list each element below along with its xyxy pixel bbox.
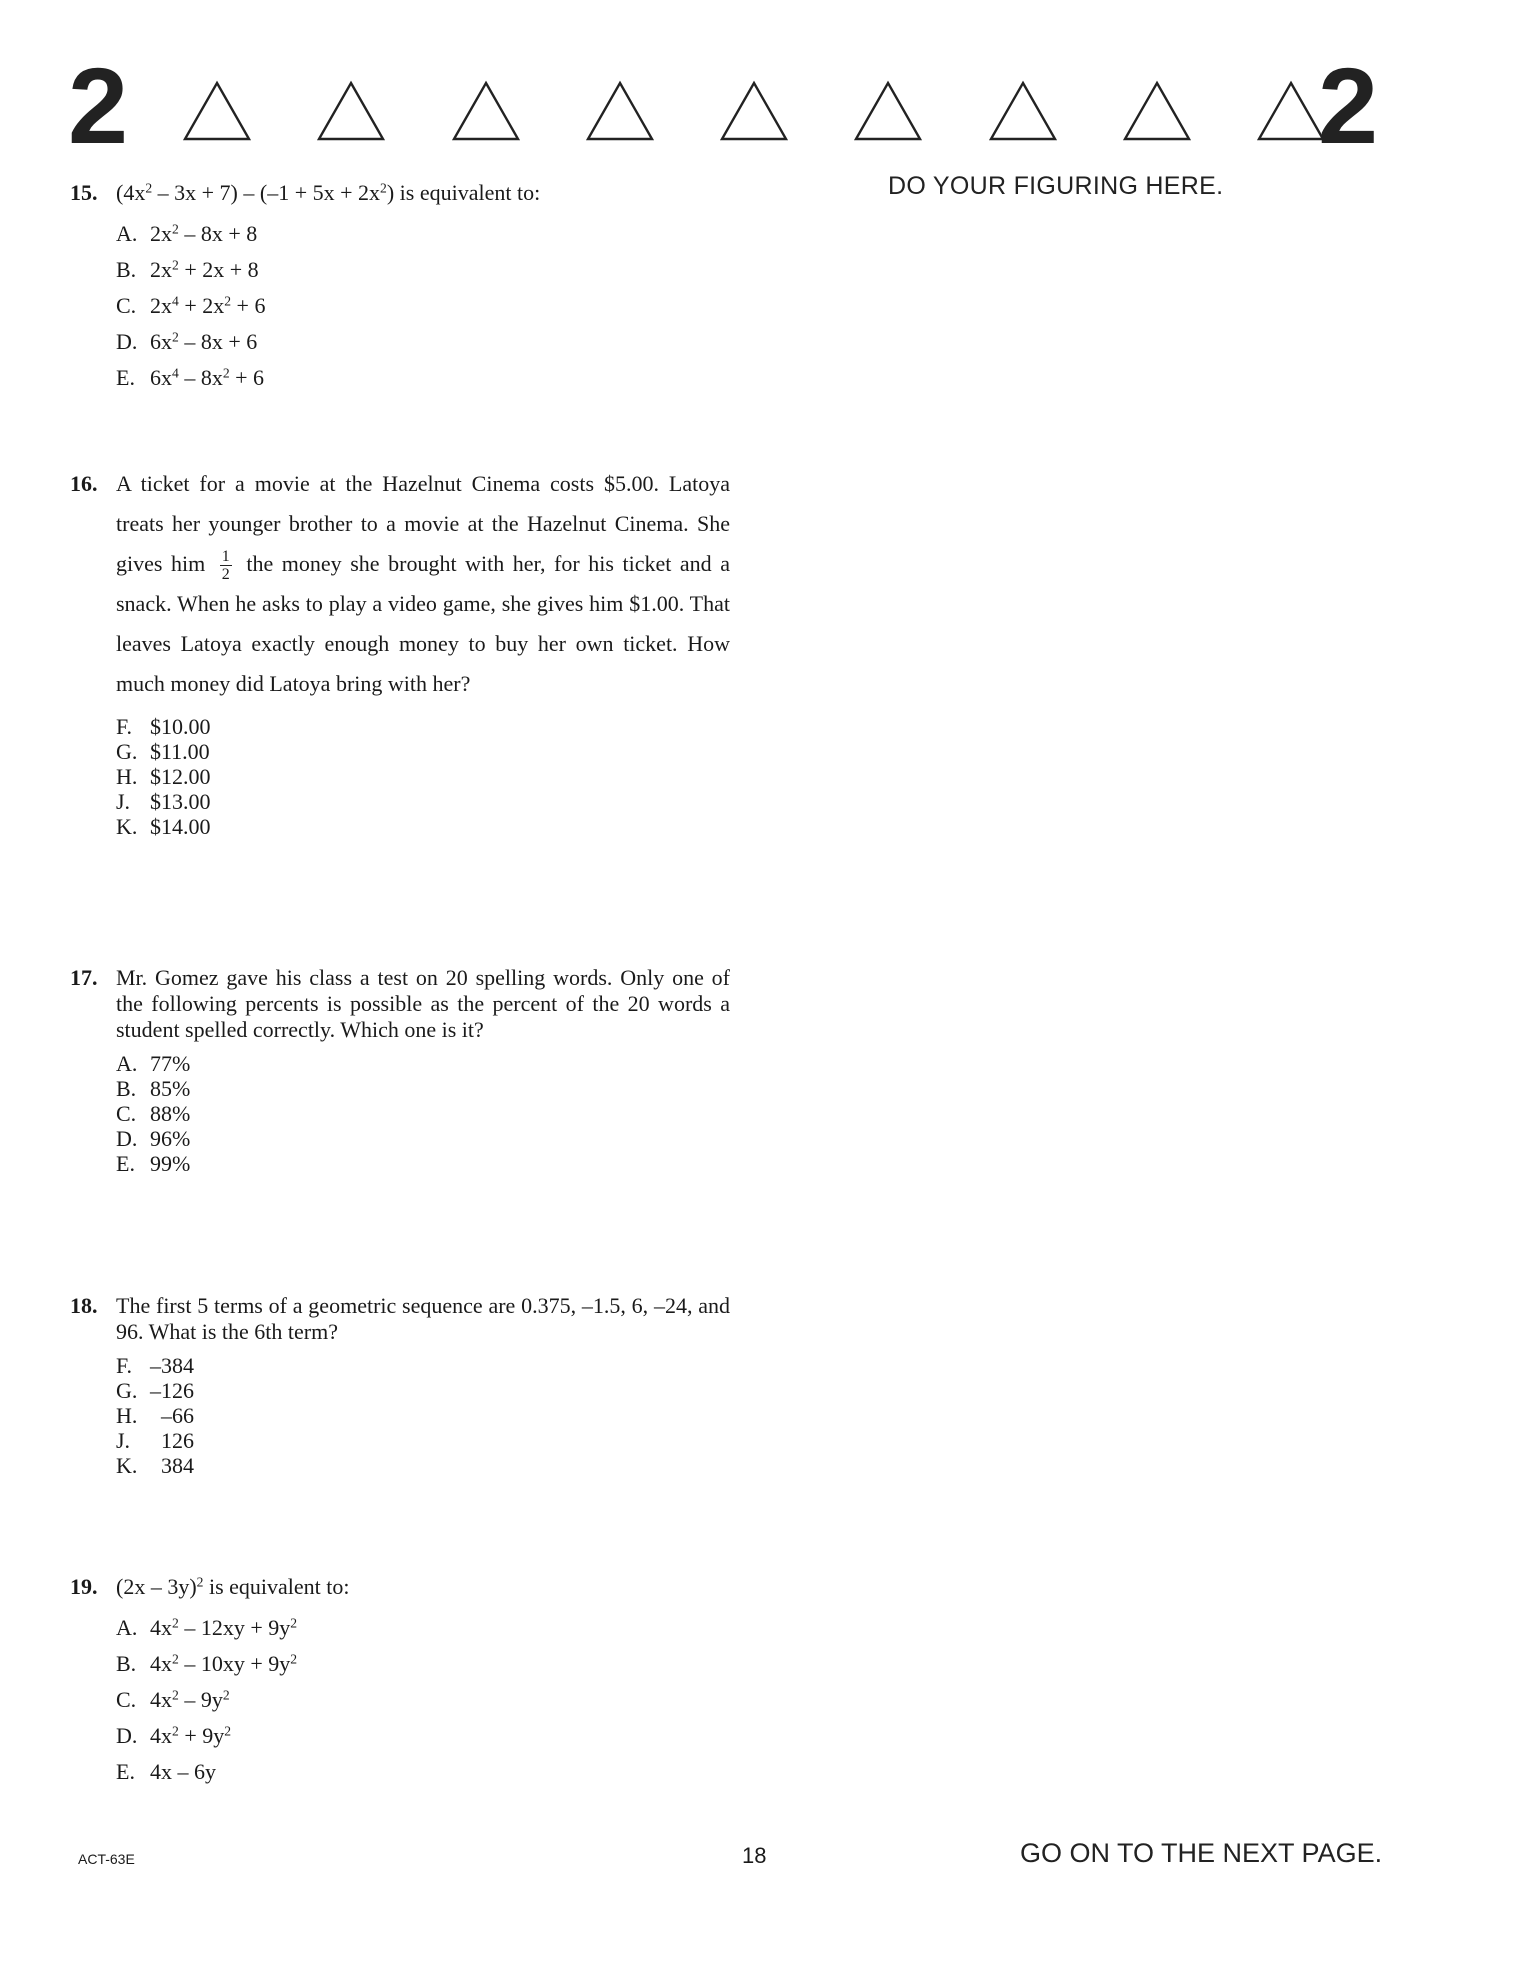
section-number-left: 2 xyxy=(68,45,129,166)
answer-options xyxy=(116,1051,730,1176)
page-number: 18 xyxy=(742,1843,767,1868)
answer-options xyxy=(116,216,730,396)
answer-option-b[interactable]: B. $2x^2 + 2x + 8$ xyxy=(116,257,259,282)
answer-option-h[interactable]: H. $12.00 xyxy=(116,764,211,789)
answer-option-a[interactable]: A. 77% xyxy=(116,1051,191,1076)
question-stem: (2x – 3y)$^2$ is equivalent to: xyxy=(116,1574,350,1599)
answer-option-k[interactable]: K. $14.00 xyxy=(116,814,211,839)
form-code: ACT-63E xyxy=(78,1851,135,1867)
question-17 xyxy=(70,965,730,1176)
answer-option-e[interactable]: E. 4x – 6y xyxy=(116,1759,216,1784)
triangle-icon xyxy=(585,80,655,142)
question-number: 17. xyxy=(70,965,98,990)
answer-option-h[interactable]: H. –66 xyxy=(116,1403,194,1428)
answer-option-g[interactable]: G. –126 xyxy=(116,1378,194,1403)
triangle-icon xyxy=(316,80,386,142)
triangle-icon xyxy=(853,80,923,142)
answer-option-a[interactable]: A. $4x^2 - 12xy + 9y^2$ xyxy=(116,1615,298,1640)
question-number: 15. xyxy=(70,180,98,205)
answer-option-c[interactable]: C. $4x^2 - 9y^2$ xyxy=(116,1687,230,1712)
question-15 xyxy=(70,180,730,396)
answer-option-b[interactable]: B. 85% xyxy=(116,1076,191,1101)
answer-option-d[interactable]: D. 96% xyxy=(116,1126,191,1151)
triangle-icon xyxy=(719,80,789,142)
section-number-right: 2 xyxy=(1318,45,1379,166)
answer-option-j[interactable]: J. $13.00 xyxy=(116,789,211,814)
answer-options xyxy=(116,1353,730,1478)
triangle-icon xyxy=(1256,80,1326,142)
triangle-icon xyxy=(182,80,252,142)
triangle-icon xyxy=(1122,80,1192,142)
answer-option-d[interactable]: D. $4x^2 + 9y^2$ xyxy=(116,1723,232,1748)
question-stem: The first 5 terms of a geometric sequence are 0.375, –1.5, 6, –24, and 96. What is the 6th term? xyxy=(116,1293,730,1344)
answer-option-c[interactable]: C. 88% xyxy=(116,1101,191,1126)
answer-options xyxy=(116,1610,730,1790)
answer-option-d[interactable]: D. $6x^2 - 8x + 6$ xyxy=(116,329,258,354)
answer-options xyxy=(116,714,730,839)
question-stem: A ticket for a movie at the Hazelnut Cinema costs $5.00. Latoya treats her younger brother to a movie at the Hazelnut Cinema. She gives him $\frac{1}{2}$ the money she brought with her, for his ticket and a snack. When he asks to play a video game, she gives him $1.00. That leaves Latoya exactly enough money to buy her own ticket. How much money did Latoya bring with her? xyxy=(116,471,731,696)
answer-option-c[interactable]: C. $2x^4 + 2x^2 + 6$ xyxy=(116,293,266,318)
question-number: 18. xyxy=(70,1293,98,1318)
question-18 xyxy=(70,1293,730,1478)
triangle-icon xyxy=(451,80,521,142)
question-number: 16. xyxy=(70,471,98,496)
answer-option-e[interactable]: E. 99% xyxy=(116,1151,191,1176)
answer-option-b[interactable]: B. $4x^2 - 10xy + 9y^2$ xyxy=(116,1651,298,1676)
triangle-icon xyxy=(988,80,1058,142)
answer-option-k[interactable]: K. 384 xyxy=(116,1453,194,1478)
question-stem: Mr. Gomez gave his class a test on 20 spelling words. Only one of the following percents is possible as the percent of the 20 words a student spelled correctly. Which one is it? xyxy=(116,965,730,1042)
answer-option-a[interactable]: A. $2x^2 - 8x + 8$ xyxy=(116,221,258,246)
question-stem: $(4x^2 - 3x + 7) - (-1 + 5x + 2x^2)$ is equivalent to: xyxy=(116,180,541,205)
answer-option-f[interactable]: F. $10.00 xyxy=(116,714,211,739)
fraction-one-half: $\frac{1}{2}$ xyxy=(221,548,230,584)
answer-option-e[interactable]: E. $6x^4 - 8x^2 + 6$ xyxy=(116,365,265,390)
question-16 xyxy=(70,464,730,839)
answer-option-j[interactable]: J. 126 xyxy=(116,1428,194,1453)
answer-option-f[interactable]: F. –384 xyxy=(116,1353,194,1378)
figuring-label: DO YOUR FIGURING HERE. xyxy=(888,172,1224,200)
next-page-label: GO ON TO THE NEXT PAGE. xyxy=(1020,1838,1383,1868)
question-number: 19. xyxy=(70,1574,98,1599)
answer-option-g[interactable]: G. $11.00 xyxy=(116,739,210,764)
question-19 xyxy=(70,1574,730,1790)
